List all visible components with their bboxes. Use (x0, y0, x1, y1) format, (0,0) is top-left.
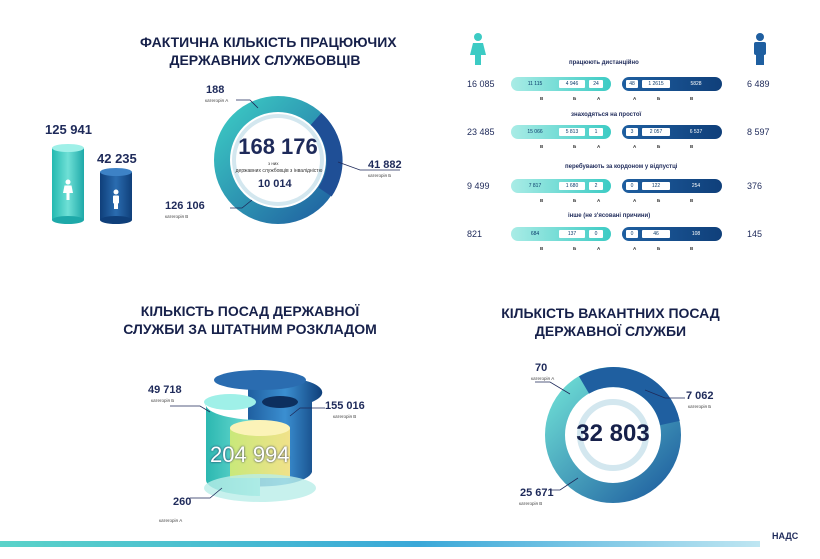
women-seg-b: 1 680 (559, 182, 585, 190)
letter: В (690, 144, 694, 149)
letter: В (690, 96, 694, 101)
women-seg-b: 5 813 (559, 128, 585, 136)
men-seg-v: 5828 (690, 81, 702, 87)
status-row-women: 9 499 (467, 181, 490, 191)
men-seg-a: 3 (626, 128, 638, 136)
women-seg-a: 24 (589, 80, 603, 88)
men-seg-v: 108 (691, 231, 701, 237)
status-row-title: знаходяться на простої (571, 112, 642, 118)
s1-cat-b-label: категорія Б (368, 173, 392, 178)
letter: В (540, 198, 544, 203)
women-seg-a: 1 (589, 128, 603, 136)
letter: Б (573, 246, 577, 251)
status-row-men: 6 489 (747, 79, 770, 89)
women-pill (511, 227, 611, 241)
section1-title (140, 33, 397, 69)
letter: В (540, 246, 544, 251)
female-figure-icon (469, 32, 487, 66)
positions-total: 204 994 (210, 442, 290, 467)
letter: А (633, 96, 637, 101)
s4-cat-b-value: 7 062 (686, 390, 714, 402)
status-row-men: 8 597 (747, 127, 770, 137)
logo-text: НАДС (772, 531, 799, 541)
section3-title-line1: КІЛЬКІСТЬ ПОСАД ДЕРЖАВНОЇ (140, 303, 360, 319)
women-pill (511, 179, 611, 193)
letter: Б (573, 198, 577, 203)
section4-title-line1: КІЛЬКІСТЬ ВАКАНТНИХ ПОСАД (501, 305, 720, 321)
s4-cat-b-label: категорія Б (688, 404, 712, 409)
men-count: 42 235 (97, 151, 137, 166)
letter: А (597, 198, 601, 203)
women-seg-a: 2 (589, 182, 603, 190)
s3-cat-a-value: 260 (173, 496, 192, 508)
men-seg-b: 2 057 (642, 128, 670, 136)
status-row-men: 376 (747, 181, 763, 191)
men-seg-b: 122 (642, 182, 670, 190)
men-seg-a: 0 (626, 182, 638, 190)
s4-leader-lines (520, 360, 720, 500)
men-pill (622, 125, 722, 139)
status-row-women: 23 485 (467, 127, 495, 137)
status-row-title: інше (не з'ясовані причини) (568, 213, 651, 219)
letter: А (633, 246, 637, 251)
section4-title-line2: ДЕРЖАВНОЇ СЛУЖБИ (534, 323, 687, 339)
men-seg-v: 6 537 (689, 129, 703, 135)
s1-cat-a-label: категорія А (205, 98, 229, 103)
status-row-title: працюють дистанційно (569, 60, 639, 66)
men-seg-v: 254 (691, 183, 701, 189)
men-seg-a: 0 (626, 230, 638, 238)
women-seg-v: 11 115 (527, 81, 543, 87)
letter: А (597, 144, 601, 149)
letter: А (633, 144, 637, 149)
letter: В (540, 144, 544, 149)
s4-cat-a-label: категорія А (531, 376, 555, 381)
section1-title-line1: ФАКТИЧНА КІЛЬКІСТЬ ПРАЦЮЮЧИХ (140, 34, 397, 50)
women-seg-v: 7 817 (528, 183, 542, 189)
letter: А (597, 96, 601, 101)
women-pill (511, 125, 611, 139)
s3-cat-b-label: категорія Б (151, 398, 175, 403)
s4-cat-v-label: категорія В (519, 501, 543, 506)
section3-title (120, 302, 380, 338)
letter: Б (573, 96, 577, 101)
women-pill (511, 77, 611, 91)
women-seg-v: 684 (530, 231, 540, 237)
disabled-count: 10 014 (258, 178, 292, 190)
status-row-men: 145 (747, 229, 763, 239)
letter: В (690, 198, 694, 203)
section3-title-line2: СЛУЖБИ ЗА ШТАТНИМ РОЗКЛАДОМ (123, 321, 377, 337)
women-seg-b: 137 (559, 230, 585, 238)
letter: Б (573, 144, 577, 149)
employees-note-1: з них (268, 161, 279, 166)
men-seg-b: 1 2615 (642, 80, 670, 88)
employees-note-2: державних службовців з інвалідністю (235, 168, 323, 174)
s1-cat-a-value: 188 (206, 84, 225, 96)
letter: Б (657, 198, 661, 203)
letter: В (690, 246, 694, 251)
s1-leader-lines (160, 90, 420, 220)
s3-cat-a-label: категорія А (159, 518, 183, 523)
men-pill (622, 77, 722, 91)
men-seg-b: 46 (642, 230, 670, 238)
status-row-women: 16 085 (467, 79, 495, 89)
status-row-women: 821 (467, 229, 483, 239)
s1-cat-b-value: 41 882 (368, 159, 402, 171)
s3-cat-b-value: 49 718 (148, 384, 182, 396)
s4-cat-a-value: 70 (535, 362, 548, 374)
letter: В (540, 96, 544, 101)
employees-total: 168 176 (238, 134, 318, 159)
men-pill (622, 179, 722, 193)
letter: А (597, 246, 601, 251)
women-count: 125 941 (45, 122, 92, 137)
s3-cat-v-label: категорія В (333, 414, 357, 419)
women-seg-a: 0 (589, 230, 603, 238)
section4-title (493, 304, 728, 340)
s3-leader-lines (150, 380, 340, 510)
s3-cat-v-value: 155 016 (325, 400, 365, 412)
nads-logo (772, 531, 798, 541)
section1-title-line2: ДЕРЖАВНИХ СЛУЖБОВЦІВ (169, 52, 361, 68)
s1-cat-v-value: 126 106 (165, 200, 205, 212)
men-seg-a: 48 (626, 80, 638, 88)
letter: Б (657, 96, 661, 101)
letter: Б (657, 246, 661, 251)
men-pill (622, 227, 722, 241)
women-seg-b: 4 946 (559, 80, 585, 88)
s1-cat-v-label: категорія В (165, 214, 189, 219)
letter: А (633, 198, 637, 203)
bottom-band (0, 541, 760, 547)
vacancies-total: 32 803 (576, 420, 650, 447)
status-row-title: перебувають за кордоном у відпустці (565, 164, 678, 170)
letter: Б (657, 144, 661, 149)
male-figure-icon (751, 32, 769, 66)
s4-cat-v-value: 25 671 (520, 487, 554, 499)
women-seg-v: 15 066 (527, 129, 543, 135)
